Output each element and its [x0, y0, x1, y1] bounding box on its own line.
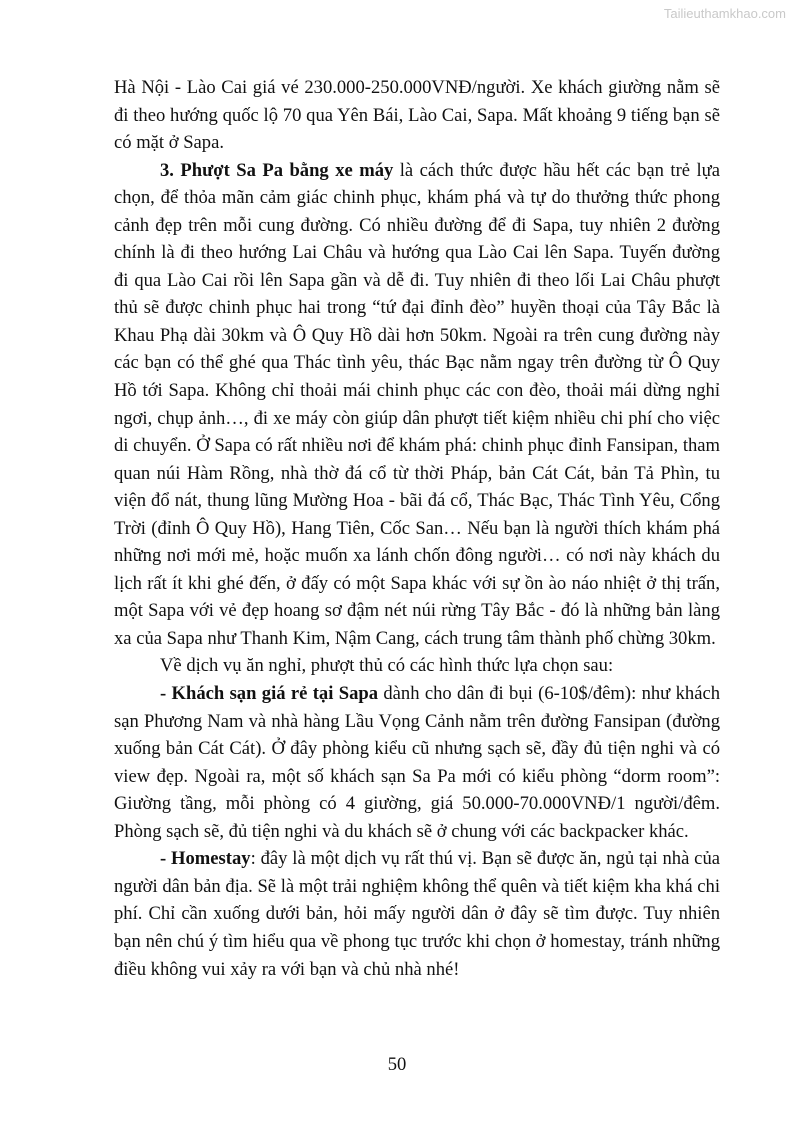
paragraph-text: Về dịch vụ ăn nghỉ, phượt thủ có các hình thức lựa chọn sau:	[160, 655, 614, 677]
paragraph-text: dành cho dân đi bụi (6-10$/đêm): như khách sạn Phương Nam và nhà hàng Lầu Vọng Cảnh nằm trên đường Fansipan (đường xuống bản Cát Cát). Ở đây phòng kiểu cũ nhưng sạch sẽ, đầy đủ tiện nghi và có view đẹp. Ngoài ra, một số khách sạn Sa Pa mới có kiểu phòng “dorm room”: Giường tầng, mỗi phòng có 4 giường, giá 50.000-70.000VNĐ/1 người/đêm. Phòng sạch sẽ, đủ tiện nghi và du khách sẽ ở chung với các backpacker khác.	[114, 683, 720, 842]
page-body	[114, 74, 720, 983]
page-number: 50	[387, 1054, 407, 1075]
paragraph-heading: - Khách sạn giá rẻ tại Sapa	[160, 683, 379, 705]
paragraph-heading: 3. Phượt Sa Pa bằng xe máy	[160, 159, 394, 181]
paragraph-text: là cách thức được hầu hết các bạn trẻ lựa chọn, để thỏa mãn cảm giác chinh phục, khám phá và tự do thưởng thức phong cảnh đẹp trên mỗi cung đường. Có nhiều đường để đi Sapa, tuy nhiên 2 đường chính là đi theo hướng Lai Châu và hướng qua Lào Cai lên Sapa. Tuyến đường đi qua Lào Cai rồi lên Sapa gần và dễ đi. Tuy nhiên đi theo lối Lai Châu phượt thủ sẽ được chinh phục hai trong “tứ đại đỉnh đèo” huyền thoại của Tây Bắc là Khau Phạ dài 30km và Ô Quy Hồ dài hơn 50km. Ngoài ra trên cung đường này các bạn có thể ghé qua Thác tình yêu, thác Bạc nằm ngay trên đường từ Ô Quy Hồ tới Sapa. Không chỉ thoải mái chinh phục các con đèo, thoải mái dừng nghỉ ngơi, chụp ảnh…, đi xe máy còn giúp dân phượt tiết kiệm nhiều chi phí cho việc di chuyển. Ở Sapa có rất nhiều nơi để khám phá: chinh phục đỉnh Fansipan, tham quan núi Hàm Rồng, nhà thờ đá cổ từ thời Pháp, bản Cát Cát, bản Tả Phìn, tu viện đổ nát, thung lũng Mường Hoa - bãi đá cổ, Thác Bạc, Thác Tình Yêu, Cổng Trời (đỉnh Ô Quy Hồ), Hang Tiên, Cốc San… Nếu bạn là người thích khám phá những nơi mới mẻ, hoặc muốn xa lánh chốn đông người… có nơi này khách du lịch rất ít khi ghé đến, ở đấy có một Sapa khác với sự ồn ào náo nhiệt ở thị trấn, một Sapa với vẻ đẹp hoang sơ đậm nét núi rừng Tây Bắc - đó là những bản làng xa của Sapa như Thanh Kim, Nậm Cang, cách trung tâm thành phố chừng 30km.	[114, 159, 720, 649]
paragraph-motorbike	[114, 157, 720, 653]
paragraph-text: : đây là một dịch vụ rất thú vị. Bạn sẽ được ăn, ngủ tại nhà của người dân bản địa. Sẽ là một trải nghiệm không thể quên và tiết kiệm kha khá chi phí. Chỉ cần xuống dưới bản, hỏi mấy người dân ở đây sẽ tìm được. Tuy nhiên bạn nên chú ý tìm hiểu qua về phong tục trước khi chọn ở homestay, tránh những điều không vui xảy ra với bạn và chủ nhà nhé!	[114, 848, 720, 980]
paragraph-homestay	[114, 845, 720, 983]
paragraph-accommodation-intro	[114, 652, 720, 680]
paragraph-text: Hà Nội - Lào Cai giá vé 230.000-250.000VNĐ/người. Xe khách giường nằm sẽ đi theo hướng quốc lộ 70 qua Yên Bái, Lào Cai, Sapa. Mất khoảng 9 tiếng bạn sẽ có mặt ở Sapa.	[114, 77, 720, 154]
paragraph-heading: - Homestay	[160, 848, 251, 870]
paragraph-intro-continued	[114, 74, 720, 157]
paragraph-cheap-hotel	[114, 680, 720, 845]
watermark: Tailieuthamkhao.com	[663, 6, 786, 21]
